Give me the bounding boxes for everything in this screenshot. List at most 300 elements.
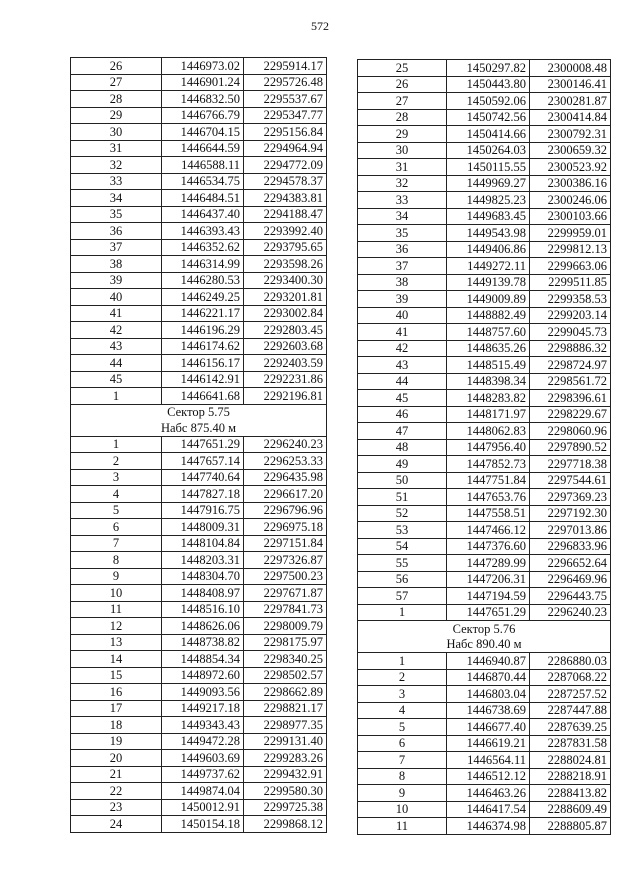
table-row [358,60,611,77]
x-coordinate-cell: 1446564.11 [447,752,530,769]
x-coordinate-cell: 1446352.62 [162,239,244,256]
table-row [358,109,611,126]
x-coordinate-cell: 1448516.10 [162,601,244,618]
point-number-cell: 3 [358,686,447,703]
table-row [71,124,327,141]
y-coordinate-cell: 2299812.13 [530,241,611,258]
y-coordinate-cell: 2297192.30 [530,505,611,522]
x-coordinate-cell: 1446314.99 [162,256,244,273]
table-row [71,502,327,519]
x-coordinate-cell: 1448203.31 [162,552,244,569]
x-coordinate-cell: 1448854.34 [162,651,244,668]
x-coordinate-cell: 1448283.82 [447,390,530,407]
x-coordinate-cell: 1446619.21 [447,735,530,752]
point-number-cell: 25 [358,60,447,77]
y-coordinate-cell: 2288024.81 [530,752,611,769]
table-row [358,225,611,242]
point-number-cell: 15 [71,667,162,684]
point-number-cell: 7 [71,535,162,552]
x-coordinate-cell: 1446280.53 [162,272,244,289]
point-number-cell: 38 [358,274,447,291]
point-number-cell: 33 [71,173,162,190]
point-number-cell: 28 [358,109,447,126]
y-coordinate-cell: 2300146.41 [530,76,611,93]
y-coordinate-cell: 2300523.92 [530,159,611,176]
x-coordinate-cell: 1446738.69 [447,702,530,719]
table-row [358,192,611,209]
x-coordinate-cell: 1449874.04 [162,783,244,800]
x-coordinate-cell: 1450264.03 [447,142,530,159]
point-number-cell: 43 [71,338,162,355]
y-coordinate-cell: 2299203.14 [530,307,611,324]
point-number-cell: 5 [71,502,162,519]
table-row [358,406,611,423]
y-coordinate-cell: 2299580.30 [244,783,327,800]
point-number-cell: 3 [71,469,162,486]
table-row [71,783,327,800]
table-row [358,291,611,308]
table-row [71,799,327,816]
x-coordinate-cell: 1446677.40 [447,719,530,736]
table-row [71,816,327,833]
point-number-cell: 30 [358,142,447,159]
point-number-cell: 5 [358,719,447,736]
point-number-cell: 2 [358,669,447,686]
table-row [71,338,327,355]
y-coordinate-cell: 2300246.06 [530,192,611,209]
table-row [358,126,611,143]
x-coordinate-cell: 1449969.27 [447,175,530,192]
point-number-cell: 13 [71,634,162,651]
table-row [358,555,611,572]
x-coordinate-cell: 1447466.12 [447,522,530,539]
y-coordinate-cell: 2297500.23 [244,568,327,585]
y-coordinate-cell: 2300792.31 [530,126,611,143]
y-coordinate-cell: 2298886.32 [530,340,611,357]
table-row [358,505,611,522]
point-number-cell: 35 [71,206,162,223]
table-row [358,768,611,785]
x-coordinate-cell: 1448757.60 [447,324,530,341]
point-number-cell: 1 [358,653,447,670]
point-number-cell: 42 [71,322,162,339]
x-coordinate-cell: 1446644.59 [162,140,244,157]
x-coordinate-cell: 1446156.17 [162,355,244,372]
sector-title: Сектор 5.75 [71,404,327,420]
y-coordinate-cell: 2293002.84 [244,305,327,322]
table-row [358,686,611,703]
point-number-cell: 31 [358,159,447,176]
x-coordinate-cell: 1446142.91 [162,371,244,388]
table-row [71,206,327,223]
point-number-cell: 37 [358,258,447,275]
y-coordinate-cell: 2294772.09 [244,157,327,174]
y-coordinate-cell: 2299511.85 [530,274,611,291]
x-coordinate-cell: 1450742.56 [447,109,530,126]
y-coordinate-cell: 2299959.01 [530,225,611,242]
sector-abs-height: Набс 890.40 м [358,637,611,653]
y-coordinate-cell: 2300659.32 [530,142,611,159]
point-number-cell: 23 [71,799,162,816]
table-row [71,568,327,585]
y-coordinate-cell: 2299358.53 [530,291,611,308]
x-coordinate-cell: 1447751.84 [447,472,530,489]
table-row [358,274,611,291]
table-row [358,571,611,588]
y-coordinate-cell: 2298662.89 [244,684,327,701]
point-number-cell: 8 [71,552,162,569]
point-number-cell: 24 [71,816,162,833]
y-coordinate-cell: 2293992.40 [244,223,327,240]
point-number-cell: 36 [71,223,162,240]
table-row [358,653,611,670]
x-coordinate-cell: 1449737.62 [162,766,244,783]
x-coordinate-cell: 1446221.17 [162,305,244,322]
y-coordinate-cell: 2295726.48 [244,74,327,91]
x-coordinate-cell: 1447206.31 [447,571,530,588]
y-coordinate-cell: 2296975.18 [244,519,327,536]
table-row [358,439,611,456]
y-coordinate-cell: 2297013.86 [530,522,611,539]
point-number-cell: 36 [358,241,447,258]
y-coordinate-cell: 2292403.59 [244,355,327,372]
y-coordinate-cell: 2295347.77 [244,107,327,124]
x-coordinate-cell: 1447651.29 [162,436,244,453]
y-coordinate-cell: 2296469.96 [530,571,611,588]
table-row [71,733,327,750]
table-row [71,223,327,240]
table-row [358,489,611,506]
x-coordinate-cell: 1447852.73 [447,456,530,473]
y-coordinate-cell: 2297718.38 [530,456,611,473]
y-coordinate-cell: 2292231.86 [244,371,327,388]
y-coordinate-cell: 2300414.84 [530,109,611,126]
x-coordinate-cell: 1449603.69 [162,750,244,767]
point-number-cell: 42 [358,340,447,357]
point-number-cell: 29 [358,126,447,143]
x-coordinate-cell: 1446374.98 [447,818,530,835]
x-coordinate-cell: 1446766.79 [162,107,244,124]
point-number-cell: 1 [71,436,162,453]
y-coordinate-cell: 2294383.81 [244,190,327,207]
x-coordinate-cell: 1446437.40 [162,206,244,223]
sector-title: Сектор 5.76 [358,621,611,637]
point-number-cell: 54 [358,538,447,555]
table-row [358,373,611,390]
y-coordinate-cell: 2298396.61 [530,390,611,407]
y-coordinate-cell: 2299045.73 [530,324,611,341]
x-coordinate-cell: 1447740.64 [162,469,244,486]
point-number-cell: 27 [71,74,162,91]
y-coordinate-cell: 2298060.96 [530,423,611,440]
point-number-cell: 46 [358,406,447,423]
x-coordinate-cell: 1449093.56 [162,684,244,701]
x-coordinate-cell: 1448738.82 [162,634,244,651]
y-coordinate-cell: 2298821.17 [244,700,327,717]
point-number-cell: 4 [71,486,162,503]
x-coordinate-cell: 1446641.68 [162,388,244,405]
y-coordinate-cell: 2298340.25 [244,651,327,668]
point-number-cell: 26 [358,76,447,93]
table-row [358,390,611,407]
x-coordinate-cell: 1449343.43 [162,717,244,734]
y-coordinate-cell: 2299131.40 [244,733,327,750]
x-coordinate-cell: 1447651.29 [447,604,530,621]
table-row [71,190,327,207]
y-coordinate-cell: 2298175.97 [244,634,327,651]
point-number-cell: 9 [71,568,162,585]
y-coordinate-cell: 2298724.97 [530,357,611,374]
y-coordinate-cell: 2300386.16 [530,175,611,192]
y-coordinate-cell: 2293795.65 [244,239,327,256]
x-coordinate-cell: 1446174.62 [162,338,244,355]
x-coordinate-cell: 1448635.26 [447,340,530,357]
y-coordinate-cell: 2297151.84 [244,535,327,552]
point-number-cell: 53 [358,522,447,539]
x-coordinate-cell: 1446512.12 [447,768,530,785]
point-number-cell: 7 [358,752,447,769]
table-row [71,157,327,174]
x-coordinate-cell: 1450115.55 [447,159,530,176]
point-number-cell: 43 [358,357,447,374]
page-number: 572 [311,19,329,33]
y-coordinate-cell: 2294578.37 [244,173,327,190]
table-row [71,634,327,651]
point-number-cell: 47 [358,423,447,440]
x-coordinate-cell: 1449825.23 [447,192,530,209]
table-row [71,107,327,124]
table-row [71,388,327,405]
y-coordinate-cell: 2298977.35 [244,717,327,734]
table-row [71,256,327,273]
y-coordinate-cell: 2296796.96 [244,502,327,519]
x-coordinate-cell: 1446196.29 [162,322,244,339]
y-coordinate-cell: 2298502.57 [244,667,327,684]
table-row [71,684,327,701]
point-number-cell: 14 [71,651,162,668]
table-row [358,423,611,440]
table-row [358,702,611,719]
x-coordinate-cell: 1446417.54 [447,801,530,818]
coordinates-table-right [357,59,611,835]
y-coordinate-cell: 2300008.48 [530,60,611,77]
point-number-cell: 35 [358,225,447,242]
y-coordinate-cell: 2296617.20 [244,486,327,503]
point-number-cell: 51 [358,489,447,506]
table-row [358,208,611,225]
y-coordinate-cell: 2296253.33 [244,453,327,470]
point-number-cell: 11 [71,601,162,618]
x-coordinate-cell: 1448104.84 [162,535,244,552]
point-number-cell: 26 [71,58,162,75]
table-row [358,588,611,605]
point-number-cell: 2 [71,453,162,470]
y-coordinate-cell: 2299432.91 [244,766,327,783]
table-row [71,173,327,190]
x-coordinate-cell: 1447558.51 [447,505,530,522]
point-number-cell: 11 [358,818,447,835]
point-number-cell: 29 [71,107,162,124]
table-row [358,818,611,835]
x-coordinate-cell: 1448972.60 [162,667,244,684]
table-row [358,93,611,110]
x-coordinate-cell: 1446534.75 [162,173,244,190]
table-row [71,140,327,157]
point-number-cell: 1 [358,604,447,621]
table-row [358,142,611,159]
y-coordinate-cell: 2298009.79 [244,618,327,635]
point-number-cell: 1 [71,388,162,405]
table-row [358,538,611,555]
y-coordinate-cell: 2297671.87 [244,585,327,602]
y-coordinate-cell: 2287068.22 [530,669,611,686]
x-coordinate-cell: 1446463.26 [447,785,530,802]
x-coordinate-cell: 1446393.43 [162,223,244,240]
x-coordinate-cell: 1446704.15 [162,124,244,141]
x-coordinate-cell: 1447194.59 [447,588,530,605]
point-number-cell: 19 [71,733,162,750]
table-row [358,324,611,341]
y-coordinate-cell: 2293400.30 [244,272,327,289]
table-row [71,91,327,108]
x-coordinate-cell: 1446973.02 [162,58,244,75]
point-number-cell: 49 [358,456,447,473]
y-coordinate-cell: 2296652.64 [530,555,611,572]
y-coordinate-cell: 2287831.58 [530,735,611,752]
x-coordinate-cell: 1450154.18 [162,816,244,833]
table-row [71,585,327,602]
point-number-cell: 44 [358,373,447,390]
table-row [358,719,611,736]
x-coordinate-cell: 1449683.45 [447,208,530,225]
point-number-cell: 45 [71,371,162,388]
table-row [358,735,611,752]
point-number-cell: 55 [358,555,447,572]
y-coordinate-cell: 2293598.26 [244,256,327,273]
x-coordinate-cell: 1446803.04 [447,686,530,703]
table-row [71,74,327,91]
table-row [71,651,327,668]
point-number-cell: 57 [358,588,447,605]
y-coordinate-cell: 2288413.82 [530,785,611,802]
point-number-cell: 6 [358,735,447,752]
x-coordinate-cell: 1450297.82 [447,60,530,77]
y-coordinate-cell: 2297544.61 [530,472,611,489]
x-coordinate-cell: 1446901.24 [162,74,244,91]
point-number-cell: 9 [358,785,447,802]
y-coordinate-cell: 2296435.98 [244,469,327,486]
table-row [358,801,611,818]
table-row [71,355,327,372]
x-coordinate-cell: 1448626.06 [162,618,244,635]
table-row [71,58,327,75]
table-row [71,535,327,552]
x-coordinate-cell: 1450012.91 [162,799,244,816]
point-number-cell: 10 [71,585,162,602]
point-number-cell: 50 [358,472,447,489]
point-number-cell: 22 [71,783,162,800]
table-row [71,453,327,470]
x-coordinate-cell: 1447289.99 [447,555,530,572]
table-row [71,469,327,486]
table-row [358,669,611,686]
x-coordinate-cell: 1448515.49 [447,357,530,374]
y-coordinate-cell: 2288609.49 [530,801,611,818]
point-number-cell: 6 [71,519,162,536]
point-number-cell: 34 [71,190,162,207]
x-coordinate-cell: 1446249.25 [162,289,244,306]
point-number-cell: 4 [358,702,447,719]
x-coordinate-cell: 1447827.18 [162,486,244,503]
x-coordinate-cell: 1448882.49 [447,307,530,324]
point-number-cell: 32 [358,175,447,192]
x-coordinate-cell: 1447916.75 [162,502,244,519]
y-coordinate-cell: 2297326.87 [244,552,327,569]
table-row [358,522,611,539]
table-row [71,750,327,767]
y-coordinate-cell: 2292603.68 [244,338,327,355]
table-row [358,76,611,93]
x-coordinate-cell: 1448398.34 [447,373,530,390]
y-coordinate-cell: 2295537.67 [244,91,327,108]
point-number-cell: 16 [71,684,162,701]
x-coordinate-cell: 1449217.18 [162,700,244,717]
point-number-cell: 48 [358,439,447,456]
table-row [358,604,611,621]
coordinates-table-left [70,57,327,833]
table-row [358,785,611,802]
table-row [71,552,327,569]
x-coordinate-cell: 1446832.50 [162,91,244,108]
x-coordinate-cell: 1449543.98 [447,225,530,242]
y-coordinate-cell: 2292196.81 [244,388,327,405]
table-row [71,519,327,536]
x-coordinate-cell: 1447956.40 [447,439,530,456]
y-coordinate-cell: 2287447.88 [530,702,611,719]
point-number-cell: 8 [358,768,447,785]
table-row [71,486,327,503]
point-number-cell: 31 [71,140,162,157]
x-coordinate-cell: 1450592.06 [447,93,530,110]
y-coordinate-cell: 2294188.47 [244,206,327,223]
point-number-cell: 40 [71,289,162,306]
y-coordinate-cell: 2297841.73 [244,601,327,618]
y-coordinate-cell: 2297369.23 [530,489,611,506]
x-coordinate-cell: 1446484.51 [162,190,244,207]
table-row [358,472,611,489]
x-coordinate-cell: 1446588.11 [162,157,244,174]
point-number-cell: 18 [71,717,162,734]
point-number-cell: 28 [71,91,162,108]
y-coordinate-cell: 2300103.66 [530,208,611,225]
point-number-cell: 27 [358,93,447,110]
table-row [71,436,327,453]
y-coordinate-cell: 2299663.06 [530,258,611,275]
point-number-cell: 37 [71,239,162,256]
y-coordinate-cell: 2286880.03 [530,653,611,670]
point-number-cell: 44 [71,355,162,372]
table-row [71,289,327,306]
table-row [71,239,327,256]
x-coordinate-cell: 1447657.14 [162,453,244,470]
point-number-cell: 21 [71,766,162,783]
y-coordinate-cell: 2299868.12 [244,816,327,833]
point-number-cell: 56 [358,571,447,588]
x-coordinate-cell: 1448171.97 [447,406,530,423]
point-number-cell: 39 [71,272,162,289]
table-row [71,305,327,322]
y-coordinate-cell: 2287257.52 [530,686,611,703]
